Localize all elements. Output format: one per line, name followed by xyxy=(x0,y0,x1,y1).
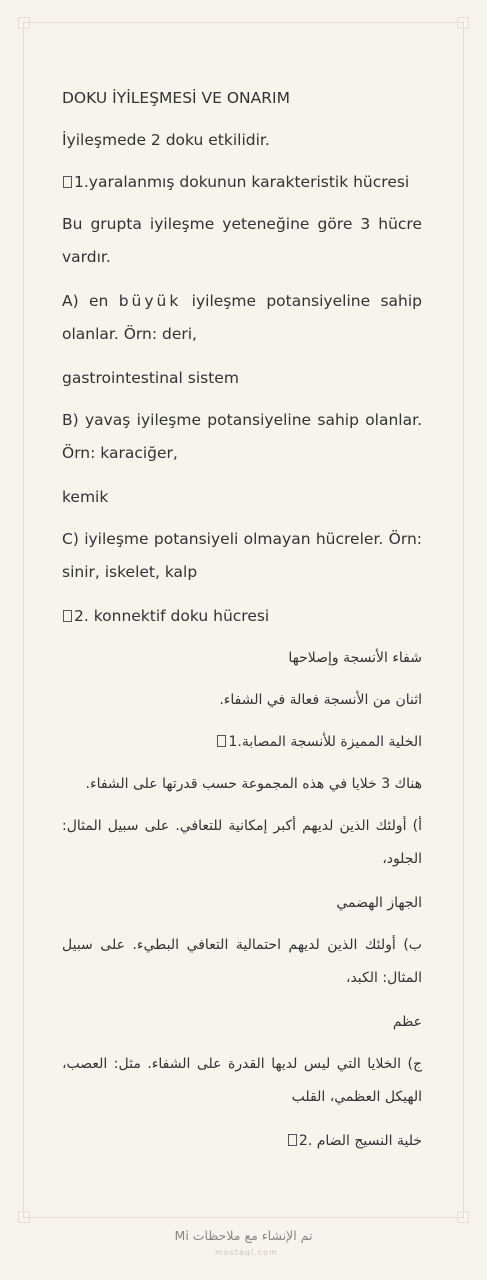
item1-desc-ar: هناك 3 خلايا في هذه المجموعة حسب قدرتها على الشفاء. xyxy=(85,776,422,792)
frame-corner-ornament xyxy=(18,17,30,29)
option-a-spaced: büyük xyxy=(118,292,182,310)
option-a-ar: أ) أولئك الذين لديهم أكبر إمكانية للتعافي. على سبيل المثال: الجلود، xyxy=(62,818,422,867)
item2-label-text: 2. konnektif doku hücresi xyxy=(74,607,270,625)
option-c-tr: C) iyileşme potansiyeli olmayan hücreler. Örn: sinir, iskelet, kalp xyxy=(62,530,422,581)
watermark: mostaql.com xyxy=(215,1248,278,1257)
option-a-post: iyileşme potansiyeline sahip olanlar. Örn: deri, xyxy=(62,292,422,343)
option-b-tr: B) yavaş iyileşme potansiyeline sahip olanlar. Örn: karaciğer, xyxy=(62,411,422,462)
option-b-cont-tr: kemik xyxy=(62,488,109,506)
option-a-pre: A) en xyxy=(62,292,119,310)
option-a-cont-tr: gastrointestinal sistem xyxy=(62,369,239,387)
item2-label-ar-text: خلية النسيج الضام .2 xyxy=(298,1133,422,1149)
note-title-ar: شفاء الأنسجة وإصلاحها xyxy=(288,650,422,666)
note-content[interactable] xyxy=(62,82,422,1167)
option-b-cont-ar: عظم xyxy=(392,1014,422,1030)
missing-glyph-box-icon xyxy=(217,735,226,747)
item2-label-ar xyxy=(62,1125,422,1158)
intro-ar: اثنان من الأنسجة فعالة في الشفاء. xyxy=(219,692,422,708)
frame-corner-ornament xyxy=(457,1211,469,1223)
item1-label-tr xyxy=(62,166,422,199)
option-a-cont-ar: الجهاز الهضمي xyxy=(336,895,422,911)
item1-label-ar-text: الخلية المميزة للأنسجة المصابة.1 xyxy=(228,734,422,750)
footer-created-with: تم الإنشاء مع ملاحظات Mi xyxy=(174,1228,313,1243)
item1-label-text: 1.yaralanmış dokunun karakteristik hücresi xyxy=(74,173,410,191)
option-a-tr xyxy=(62,285,422,351)
option-b-ar: ب) أولئك الذين لديهم احتمالية التعافي البطيء. على سبيل المثال: الكبد، xyxy=(62,937,422,986)
item1-desc-tr: Bu grupta iyileşme yeteneğine göre 3 hücre vardır. xyxy=(62,215,422,266)
item2-label-tr xyxy=(62,600,422,633)
note-title-tr: DOKU İYİLEŞMESİ VE ONARIM xyxy=(62,89,290,107)
missing-glyph-box-icon xyxy=(63,176,72,188)
missing-glyph-box-icon xyxy=(63,610,72,622)
item1-label-ar xyxy=(62,726,422,759)
option-c-ar: ج) الخلايا التي ليس لديها القدرة على الشفاء. مثل: العصب، الهيكل العظمي، القلب xyxy=(62,1056,422,1105)
frame-corner-ornament xyxy=(18,1211,30,1223)
frame-corner-ornament xyxy=(457,17,469,29)
missing-glyph-box-icon xyxy=(288,1134,297,1146)
intro-tr: İyileşmede 2 doku etkilidir. xyxy=(62,131,270,149)
